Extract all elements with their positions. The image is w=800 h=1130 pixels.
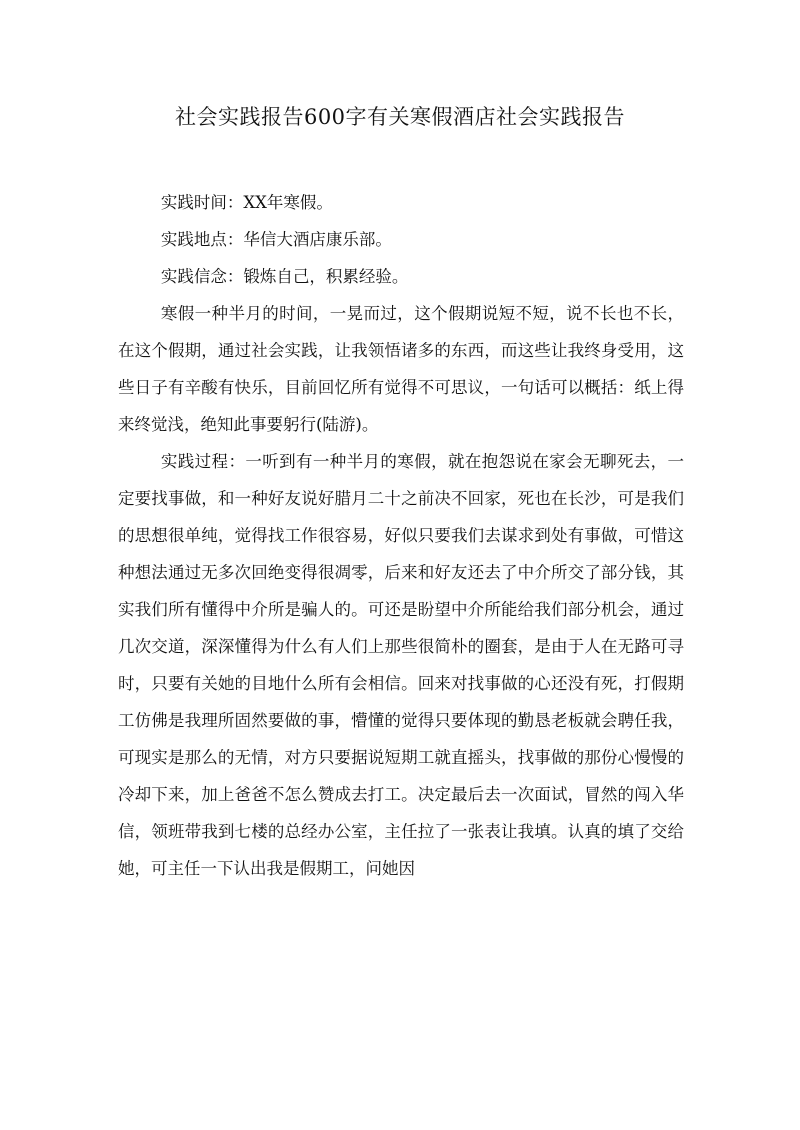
- document-body: [118, 184, 684, 887]
- document-title: 社会实践报告600字有关寒假酒店社会实践报告: [174, 105, 626, 129]
- body-paragraph: 寒假一种半月的时间，一晃而过，这个假期说短不短，说不长也不长，在这个假期，通过社会实践，让我领悟诸多的东西，而这些让我终身受用，这些日子有辛酸有快乐，目前回忆所有觉得不可思议，一句话可以概括：纸上得来终觉浅，绝知此事要躬行(陆游)。: [118, 304, 684, 434]
- body-paragraph: 实践过程：一听到有一种半月的寒假，就在抱怨说在家会无聊死去，一定要找事做，和一种好友说好腊月二十之前决不回家，死也在长沙，可是我们的思想很单纯，觉得找工作很容易，好似只要我们去谋求到处有事做，可惜这种想法通过无多次回绝变得很凋零，后来和好友还去了中介所交了部分钱，其实我们所有懂得中介所是骗人的。可还是盼望中介所能给我们部分机会，通过几次交道，深深懂得为什么有人们上那些很简朴的圈套，是由于人在无路可寻时，只要有关她的目地什么所有会相信。回来对找事做的心还没有死，打假期工仿佛是我理所固然要做的事，懵懂的觉得只要体现的勤恳老板就会聘任我，可现实是那么的无情，对方只要据说短期工就直摇头，找事做的那份心慢慢的冷却下来，加上爸爸不怎么赞成去打工。决定最后去一次面试，冒然的闯入华信，领班带我到七楼的总经办公室，主任拉了一张表让我填。认真的填了交给她，可主任一下认出我是假期工，问她因: [118, 452, 684, 878]
- practice-location-line: 实践地点：华信大酒店康乐部。: [160, 230, 392, 249]
- practice-belief-line: 实践信念：锻炼自己，积累经验。: [160, 267, 409, 286]
- practice-time-line: 实践时间：XX年寒假。: [160, 193, 333, 212]
